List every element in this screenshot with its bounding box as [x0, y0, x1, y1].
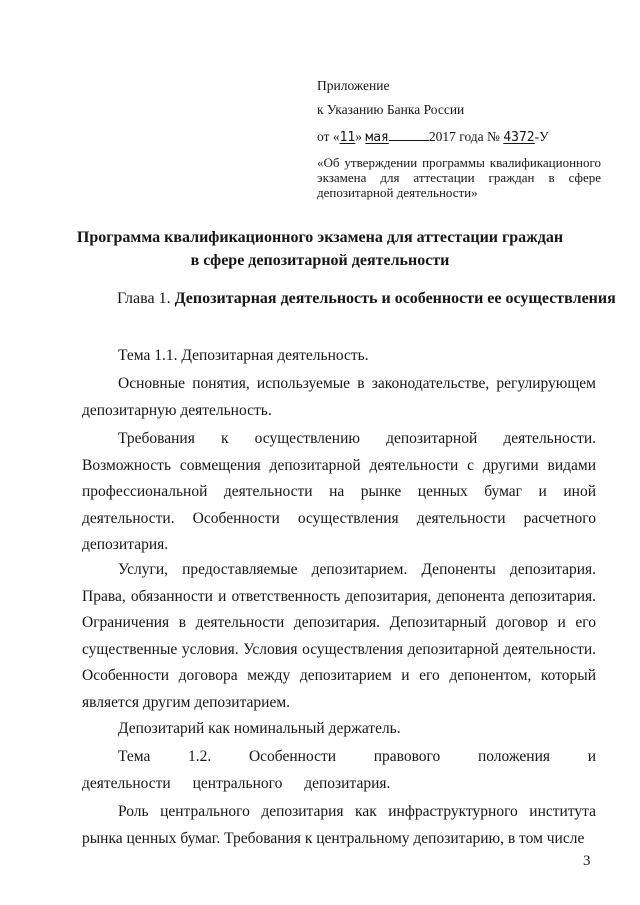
year-text: 2017 года №: [428, 129, 500, 144]
appendix-reference: к Указанию Банка России: [317, 102, 465, 117]
topic-1-1-text: Тема 1.1. Депозитарная деятельность.: [118, 347, 369, 364]
paragraph-nominal-holder: [82, 716, 596, 743]
services-text: Услуги, предоставляемые депозитарием. Депоненты депозитария. Права, обязанности и ответственность депозитария, депонента депозитария. Ограничения в деятельности депозитария. Депозитарный договор и его существенные условия. Условия осуществления депозитарной деятельности. Особенности договора между депозитарием и его депонентом, который является другим депозитарием.: [82, 561, 596, 711]
program-title-line2: в сфере депозитарной деятельности: [190, 252, 450, 269]
paragraph-topic-1-1: [82, 343, 596, 370]
paragraph-services: [82, 557, 596, 716]
appendix-heading: Приложение: [317, 78, 390, 93]
appendix-date-number: [317, 127, 601, 148]
nominal-holder-text: Депозитарий как номинальный держатель.: [118, 720, 401, 737]
number-suffix: -У: [534, 129, 549, 144]
handwritten-day: 11: [339, 130, 356, 145]
from-prefix: от «: [317, 129, 340, 144]
role-central-text: Роль центрального депозитария как инфраструктурного института рынка ценных бумаг. Требования к центральному депозитарию, в том числе: [82, 803, 596, 847]
month-blank-line: [389, 128, 429, 141]
decree-title: «Об утверждении программы квалификационного экзамена для аттестации граждан в сфере депозитарной деятельности»: [317, 155, 601, 200]
program-title-line1: Программа квалификационного экзамена для аттестации граждан: [76, 229, 564, 246]
handwritten-month: мая: [365, 130, 389, 145]
chapter-title: Депозитарная деятельность и особенности ее осуществления: [174, 290, 616, 307]
day-suffix: »: [355, 129, 363, 144]
page-number: 3: [583, 853, 591, 869]
concepts-text: Основные понятия, используемые в законодательстве, регулирующем депозитарную деятельность.: [82, 375, 596, 419]
appendix-block: [317, 76, 601, 200]
topic-1-2-text: Тема 1.2. Особенности правового положения и деятельности центрального депозитария.: [82, 748, 596, 792]
paragraph-role-central: [82, 799, 596, 852]
requirements-text: Требования к осуществлению депозитарной деятельности. Возможность совмещения депозитарной деятельности с другими видами профессиональной деятельности на рынке ценных бумаг и иной деятельности. Особенности осуществления деятельности расчетного депозитария.: [82, 430, 596, 553]
paragraph-topic-1-2: [82, 744, 596, 797]
paragraph-requirements: [82, 426, 596, 559]
program-title: [60, 226, 580, 272]
chapter-label: Глава 1.: [117, 290, 171, 307]
paragraph-concepts: [82, 371, 596, 424]
chapter-heading: [117, 290, 616, 308]
handwritten-number: 4372: [503, 130, 535, 145]
